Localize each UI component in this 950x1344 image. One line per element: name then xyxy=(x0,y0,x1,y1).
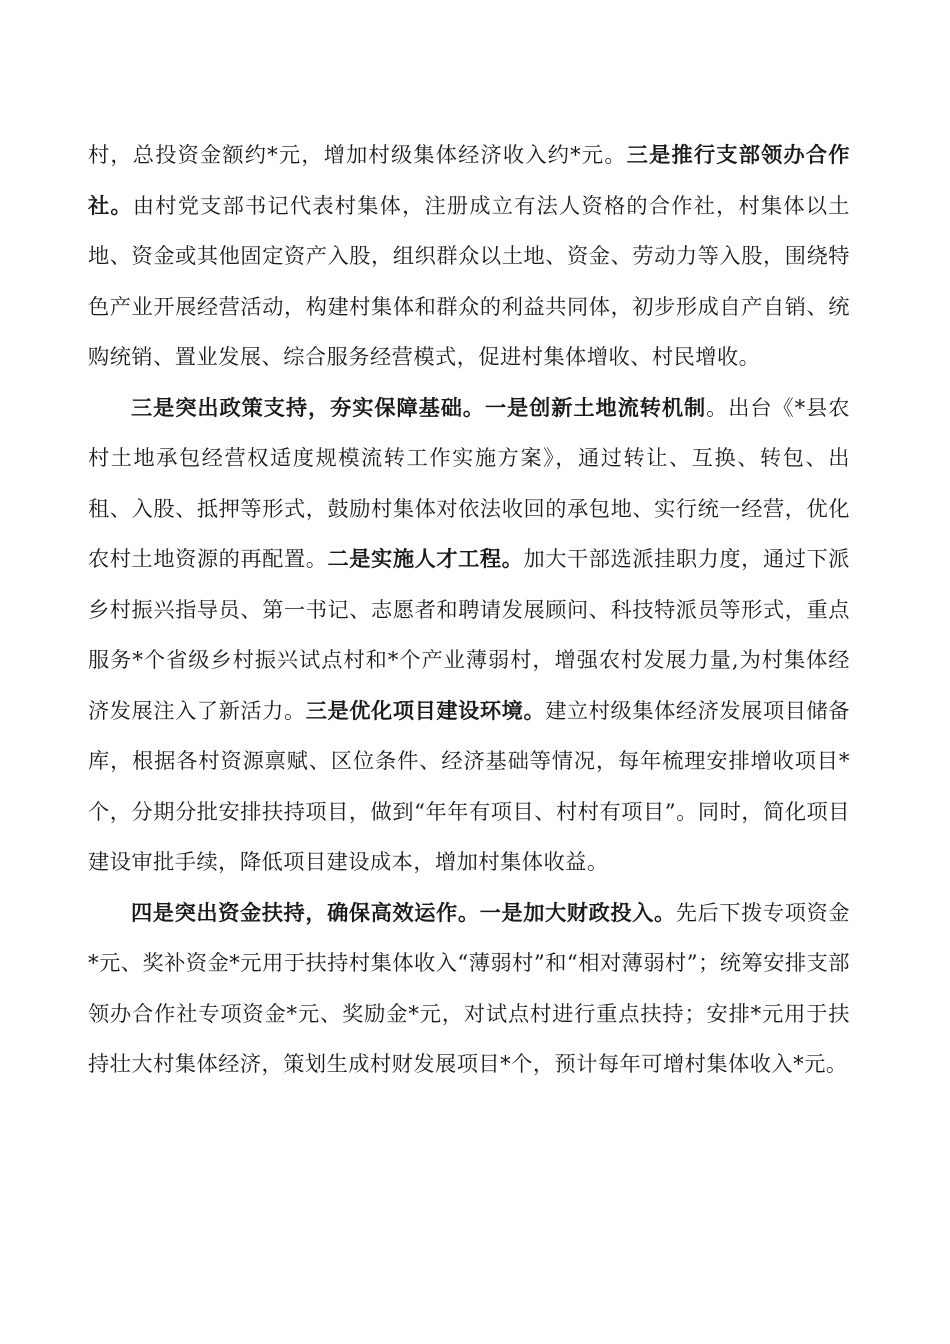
text-run: 。出台《*县农村土地承包经营权适度规模流转工作实施方案》，通过转让、互换、转包、出租、入股、抵押等形式，鼓励村集体对依法收回的承包地、实行统一经营，优化农村土地资源的再配置。 xyxy=(88,394,850,571)
bold-heading-run: 一是加大财政投入。 xyxy=(479,899,676,925)
text-run: 建立村级集体经济发展项目储备库，根据各村资源禀赋、区位条件、经济基础等情况，每年梳理安排增收项目*个，分期分批安排扶持项目，做到“年年有项目、村村有项目”。同时，简化项目建设审批手续，降低项目建设成本，增加村集体收益。 xyxy=(88,697,850,874)
paragraph-3 xyxy=(88,888,850,1090)
document-body xyxy=(88,130,850,1090)
text-run: 由村党支部书记代表村集体，注册成立有法人资格的合作社，村集体以土地、资金或其他固定资产入股，组织群众以土地、资金、劳动力等入股，围绕特色产业开展经营活动，构建村集体和群众的利益共同体，初步形成自产自销、统购统销、置业发展、综合服务经营模式，促进村集体增收、村民增收。 xyxy=(88,192,850,369)
bold-heading-run: 二是实施人才工程。 xyxy=(327,546,524,571)
bold-heading-run: 三是推行支部领办合作社。 xyxy=(88,142,850,218)
bold-heading-run: 一是创新土地流转机制 xyxy=(484,394,707,420)
bold-heading-run: 三是优化项目建设环境。 xyxy=(305,697,546,723)
paragraph-2 xyxy=(88,383,850,888)
paragraph-1 xyxy=(88,130,850,383)
section-heading-run: 四是突出资金扶持，确保高效运作。 xyxy=(131,899,480,925)
text-run: 村，总投资金额约*元，增加村级集体经济收入约*元。 xyxy=(88,142,627,167)
section-heading-run: 三是突出政策支持，夯实保障基础。 xyxy=(131,394,485,420)
text-run: 加大干部选派挂职力度，通过下派乡村振兴指导员、第一书记、志愿者和聘请发展顾问、科技特派员等形式，重点服务*个省级乡村振兴试点村和*个产业薄弱村，增强农村发展力量,为村集体经济发展注入了新活力。 xyxy=(88,546,850,723)
text-run: 先后下拨专项资金*元、奖补资金*元用于扶持村集体收入“薄弱村”和“相对薄弱村”；统筹安排支部领办合作社专项资金*元、奖励金*元，对试点村进行重点扶持；安排*元用于扶持壮大村集体经济，策划生成村财发展项目*个，预计每年可增村集体收入*元。 xyxy=(88,899,850,1076)
